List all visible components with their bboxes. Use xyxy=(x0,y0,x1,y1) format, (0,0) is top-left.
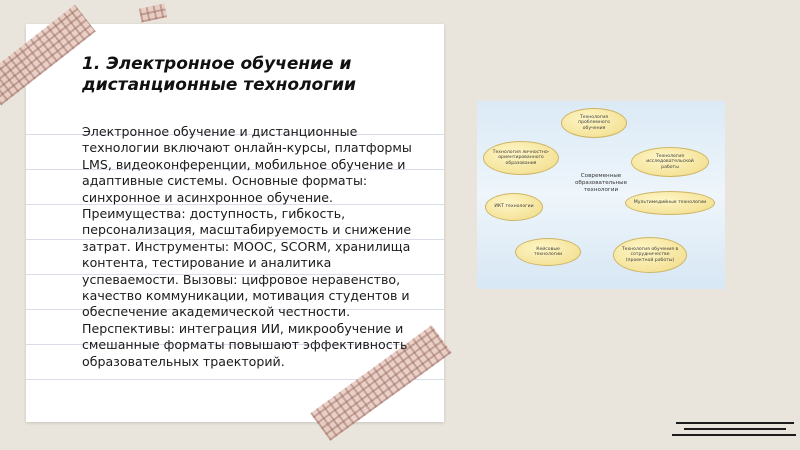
slide-title: 1. Электронное обучение и дистанционные технологии xyxy=(82,54,356,95)
decorative-lines xyxy=(676,422,796,440)
slide-body-text: Электронное обучение и дистанционные технологии включают онлайн-курсы, платформы LMS, видеоконференции, мобильное обучение и адаптивные системы. Основные форматы: синхронное и асинхронное обучение. Преимущества: доступность, гибкость, персонализация, масштабируемость и снижение затрат. Инструменты: MOOC, SCORM, хранилища контента, тестирование и аналитика успеваемости. Вызовы: цифровое неравенство, качество коммуникации, мотивация студентов и обеспечение академической честности. Перспективы: интеграция ИИ, микрообучение и смешанные форматы повышают эффективность образовательных траекторий. xyxy=(82,124,412,369)
diagram-node: Кейсовые технологии xyxy=(515,238,581,266)
diagram-node: Мультимедийные технологии xyxy=(625,191,715,215)
diagram-node: Технология личностно-ориентированного образования xyxy=(483,141,559,175)
tape-top xyxy=(139,3,167,22)
diagram-node: ИКТ технологии xyxy=(485,193,543,221)
diagram-node: Технология обучения в сотрудничестве (проектной работы) xyxy=(613,237,687,273)
diagram-node: Технология проблемного обучения xyxy=(561,108,627,138)
diagram-node: Технология исследовательской работы xyxy=(631,147,709,177)
diagram-center-label: Современные образовательные технологии xyxy=(574,173,628,193)
technologies-diagram xyxy=(477,101,725,289)
